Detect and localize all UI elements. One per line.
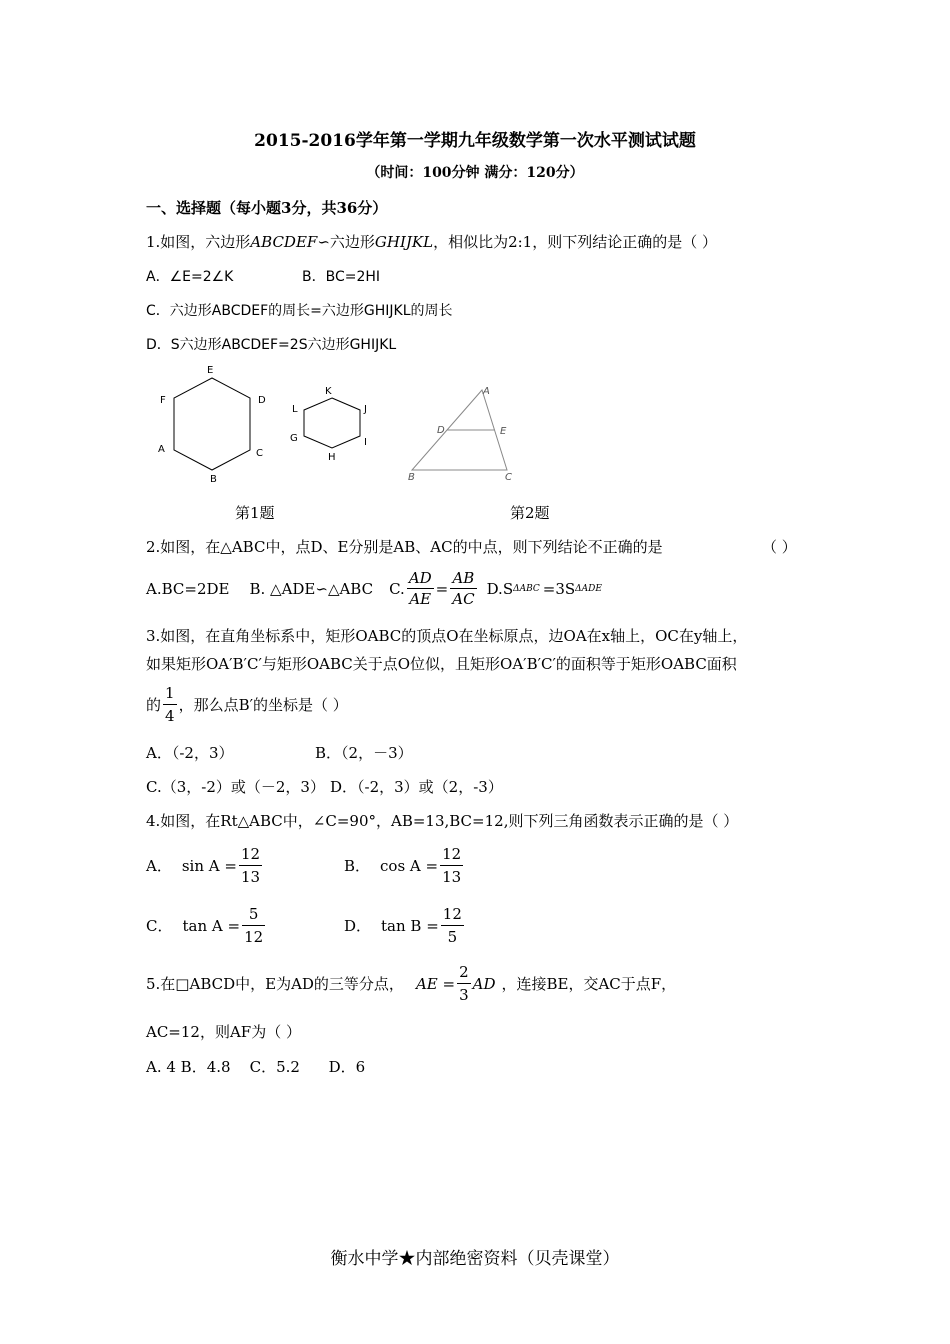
page-footer: 衡水中学★内部绝密资料（贝壳课堂） xyxy=(330,1249,620,1269)
q2-options xyxy=(146,568,602,609)
q3-option-c: C.（3，-2）或（－2，3） xyxy=(146,778,325,796)
fraction-denominator: 13 xyxy=(240,868,261,886)
q4-option-b-fraction xyxy=(440,843,463,888)
q3-line-3 xyxy=(146,682,348,727)
fraction-numerator: 12 xyxy=(239,843,262,866)
q4-option-d-fraction xyxy=(441,903,464,948)
q4-option-b-label: B． xyxy=(344,857,371,875)
q4-option-b-fn: cos A = xyxy=(380,856,439,875)
q4-option-d xyxy=(344,903,466,948)
fraction-numerator: 12 xyxy=(441,903,464,926)
q1-stem xyxy=(146,231,717,252)
hex-label-h: H xyxy=(328,452,336,463)
small-hexagon xyxy=(290,386,367,463)
q5-stem xyxy=(146,961,676,1006)
q5-options: A. 4 B．4.8 C．5.2 D．6 xyxy=(146,1058,366,1076)
fraction-denominator: 5 xyxy=(447,928,458,946)
triangle-figure xyxy=(408,386,512,483)
hex-label-f: F xyxy=(160,395,166,406)
q4-option-a-fraction xyxy=(239,843,262,888)
fraction-denominator: 12 xyxy=(244,928,264,946)
q5-eq-rhs: AD xyxy=(472,974,496,993)
q1-stem-b: ABCDEF xyxy=(250,233,318,251)
q2-option-a: A.BC=2DE xyxy=(146,579,230,598)
q1-option-d: D．S六边形ABCDEF=2S六边形GHIJKL xyxy=(146,337,397,353)
q4-option-a xyxy=(146,843,264,888)
fraction-denominator: 3 xyxy=(459,986,469,1004)
q1-stem-a: 1.如图，六边形 xyxy=(146,233,251,251)
q3-option-b: B．（2，－3） xyxy=(315,744,413,762)
q3-fraction-one-quarter xyxy=(163,682,177,727)
hex-label-l: L xyxy=(292,404,298,415)
q3-line-3-pre: 的 xyxy=(146,696,162,714)
tri-label-d: D xyxy=(437,425,445,436)
q1-stem-d: GHIJKL xyxy=(374,233,434,251)
q1-stem-e: ，相似比为2:1，则下列结论正确的是（ ） xyxy=(433,233,717,251)
q4-option-b xyxy=(344,843,465,888)
q1-option-b: B．BC=2HI xyxy=(302,269,381,285)
q2-equals: = xyxy=(435,579,449,598)
q5-line-2: AC=12，则AF为（ ） xyxy=(146,1023,301,1041)
q4-option-c xyxy=(146,903,267,948)
q3-line-1: 3.如图，在直角坐标系中，矩形OABC的顶点O在坐标原点，边OA在x轴上，OC在y轴上， xyxy=(146,627,748,645)
q2-option-d-sub1: ΔABC xyxy=(513,583,540,594)
caption-figure-2: 第2题 xyxy=(510,504,550,522)
q4-option-c-fn: tan A = xyxy=(182,916,241,935)
page-title: 2015-2016学年第一学期九年级数学第一次水平测试试题 xyxy=(254,131,696,151)
fraction-numerator: 5 xyxy=(242,903,265,926)
hex-label-c: C xyxy=(256,448,263,459)
q3-option-a: A．（-2，3） xyxy=(146,744,234,762)
fraction-numerator: 12 xyxy=(440,843,463,866)
q1-option-a: A．∠E=2∠K xyxy=(146,269,234,285)
q2-option-d-pre: D.S xyxy=(486,579,514,598)
fraction-numerator: 1 xyxy=(163,682,177,705)
fraction-denominator: 13 xyxy=(442,868,462,886)
hex-label-g: G xyxy=(290,433,298,444)
q2-fraction-ad-ae xyxy=(407,568,434,609)
q2-option-d-sub2: ΔADE xyxy=(575,583,602,594)
q1-q2-figures xyxy=(150,360,710,490)
hex-label-a: A xyxy=(158,444,165,455)
q4-option-a-label: A． xyxy=(146,857,172,875)
hex-label-e: E xyxy=(207,365,214,376)
page-subtitle: （时间：100分钟 满分：120分） xyxy=(366,165,584,181)
caption-figure-1: 第1题 xyxy=(235,504,275,522)
tri-label-c: C xyxy=(505,472,512,483)
fraction-denominator: AE xyxy=(409,590,432,608)
q4-option-c-label: C． xyxy=(146,917,173,935)
q2-option-c-label: C. xyxy=(389,579,405,598)
q1-stem-c: ∽六边形 xyxy=(317,233,375,251)
fraction-denominator: 4 xyxy=(165,707,175,725)
hex-label-j: J xyxy=(364,404,367,415)
q5-stem-post: ，连接BE，交AC于点F， xyxy=(501,975,677,993)
fraction-numerator: 2 xyxy=(457,961,471,984)
q5-fraction-two-thirds xyxy=(457,961,471,1006)
q4-option-c-fraction xyxy=(242,903,265,948)
q2-fraction-ab-ac xyxy=(450,568,476,609)
large-hexagon xyxy=(158,365,266,485)
q5-eq-lhs: AE = xyxy=(415,974,456,993)
q3-line-3-post: ，那么点B′的坐标是（ ） xyxy=(178,696,348,714)
q1-option-c: C．六边形ABCDEF的周长=六边形GHIJKL的周长 xyxy=(146,303,453,319)
tri-label-e: E xyxy=(500,426,507,437)
hex-label-i: I xyxy=(364,437,367,448)
hex-label-k: K xyxy=(325,386,332,397)
fraction-numerator: AB xyxy=(450,568,476,589)
q4-option-d-label: D． xyxy=(344,917,372,935)
q4-stem: 4.如图，在Rt△ABC中，∠C=90°，AB=13,BC=12,则下列三角函数表示正确的是（ ） xyxy=(146,812,739,830)
q3-line-2: 如果矩形OA′B′C′与矩形OABC关于点O位似，且矩形OA′B′C′的面积等于矩形OABC面积 xyxy=(146,655,737,673)
tri-label-a: A xyxy=(483,386,490,397)
fraction-numerator: AD xyxy=(408,569,432,587)
q4-option-d-fn: tan B = xyxy=(381,916,439,935)
q5-stem-pre: 5.在□ABCD中，E为AD的三等分点， xyxy=(146,975,404,993)
section-heading: 一、选择题（每小题3分，共36分） xyxy=(146,199,388,217)
q2-option-d-mid: =3S xyxy=(542,579,576,598)
q2-stem: 2.如图，在△ABC中，点D、E分别是AB、AC的中点，则下列结论不正确的是 xyxy=(146,538,663,556)
tri-label-b: B xyxy=(408,472,415,483)
q2-option-b: B. △ADE∽△ABC xyxy=(249,579,374,598)
hex-label-b: B xyxy=(210,474,217,485)
fraction-denominator: AC xyxy=(452,590,475,608)
q3-option-d: D．（-2，3）或（2，-3） xyxy=(330,778,503,796)
q4-option-a-fn: sin A = xyxy=(181,856,237,875)
hex-label-d: D xyxy=(258,395,266,406)
q2-answer-paren: （ ） xyxy=(762,538,797,556)
